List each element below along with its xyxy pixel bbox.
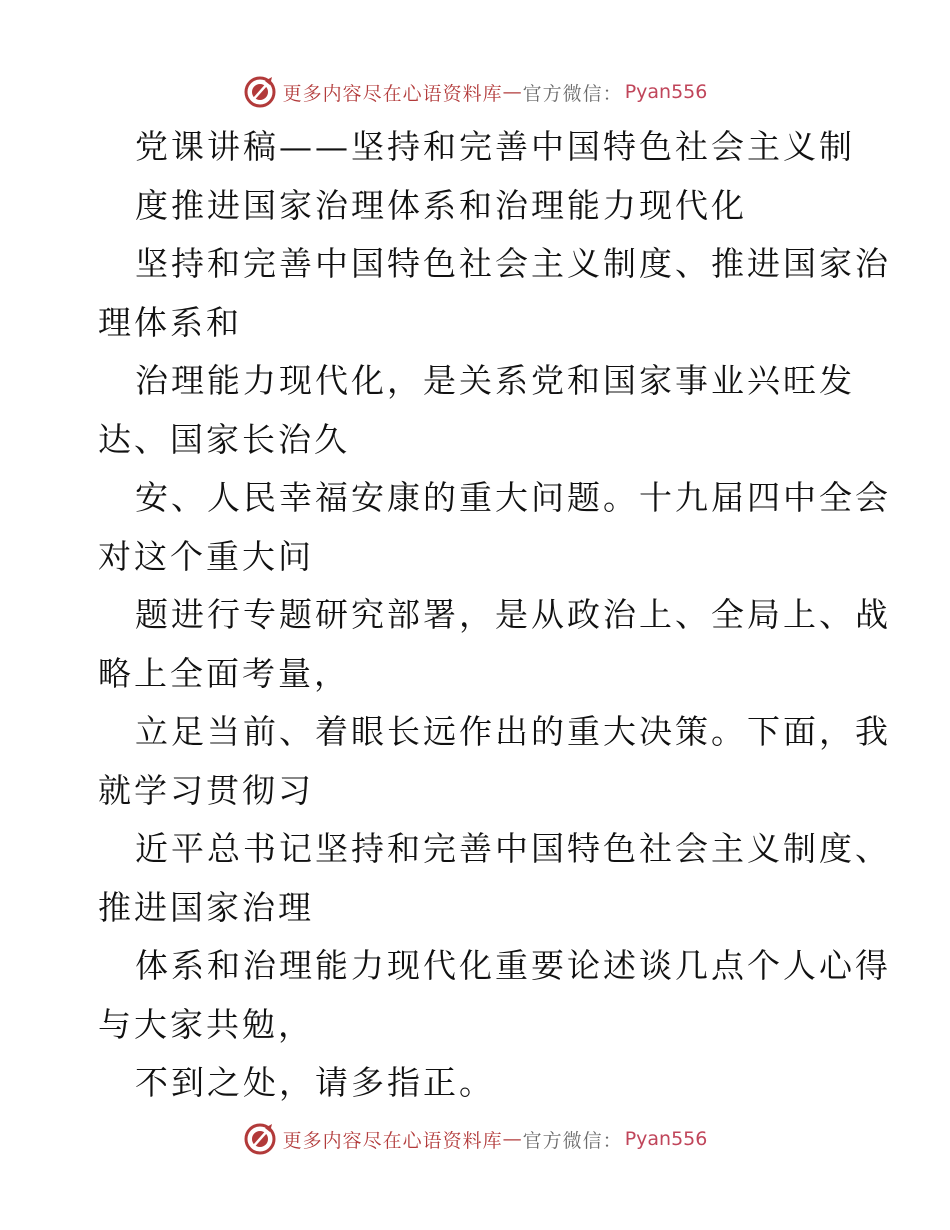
- document-body: [98, 118, 891, 1113]
- watermark-id: Pyan556: [624, 81, 708, 103]
- text-line: 治理能力现代化，是关系党和国家事业兴旺发: [135, 361, 855, 400]
- seal-logo-icon: [243, 1122, 277, 1156]
- header-watermark: [0, 72, 950, 112]
- text-line: 与大家共勉，: [98, 1004, 314, 1044]
- text-line: 略上全面考量，: [98, 653, 350, 693]
- text-line: 推进国家治理: [98, 887, 314, 927]
- watermark-id: Pyan556: [624, 1128, 708, 1150]
- text-line: 度推进国家治理体系和治理能力现代化: [135, 185, 747, 225]
- text-line: 就学习贯彻习: [98, 770, 314, 810]
- watermark-text: [283, 79, 708, 106]
- text-line: 题进行专题研究部署，是从政治上、全局上、战: [135, 595, 891, 634]
- watermark-main: 更多内容尽在心语资料库: [282, 82, 503, 105]
- seal-logo-icon: [243, 75, 277, 109]
- text-line: 对这个重大问: [98, 536, 314, 576]
- footer-watermark: [0, 1119, 950, 1159]
- text-line: 立足当前、着眼长远作出的重大决策。下面，我: [135, 712, 891, 751]
- watermark-dash: —: [502, 1128, 523, 1150]
- text-line: 体系和治理能力现代化重要论述谈几点个人心得: [135, 946, 891, 985]
- text-line: 安、人民幸福安康的重大问题。十九届四中全会: [135, 478, 891, 517]
- watermark-dash: —: [502, 81, 523, 103]
- text-line: 理体系和: [98, 302, 242, 342]
- text-line: 党课讲稿——坚持和完善中国特色社会主义制: [135, 127, 855, 166]
- watermark-text: [283, 1126, 708, 1153]
- text-line: 坚持和完善中国特色社会主义制度、推进国家治: [135, 244, 891, 283]
- watermark-sub: 官方微信：: [522, 82, 623, 105]
- text-line: 不到之处，请多指正。: [135, 1063, 495, 1102]
- watermark-main: 更多内容尽在心语资料库: [282, 1129, 503, 1152]
- text-line: 近平总书记坚持和完善中国特色社会主义制度、: [135, 829, 891, 868]
- watermark-sub: 官方微信：: [522, 1129, 623, 1152]
- text-line: 达、国家长治久: [98, 419, 350, 459]
